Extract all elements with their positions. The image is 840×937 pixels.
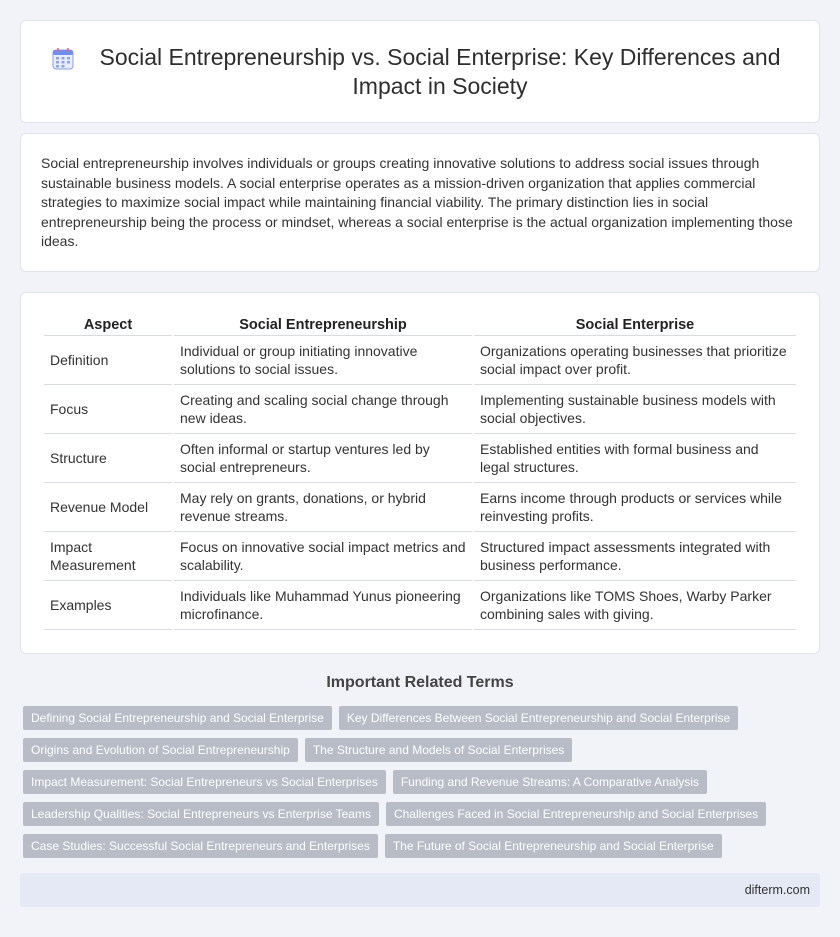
row-aspect: Focus [44,385,172,434]
row-enterprise: Organizations like TOMS Shoes, Warby Parker combining sales with giving. [474,581,796,630]
row-entrepreneurship: Often informal or startup ventures led by social entrepreneurs. [174,434,472,483]
row-enterprise: Established entities with formal business and legal structures. [474,434,796,483]
row-enterprise: Earns income through products or services while reinvesting profits. [474,483,796,532]
row-enterprise: Organizations operating businesses that prioritize social impact over profit. [474,336,796,385]
row-entrepreneurship: May rely on grants, donations, or hybrid revenue streams. [174,483,472,532]
related-term-tag[interactable]: Key Differences Between Social Entrepreneurship and Social Enterprise [339,706,738,730]
related-terms-list [23,706,813,858]
page-title: Social Entrepreneurship vs. Social Enterprise: Key Differences and Impact in Society [99,43,781,99]
title-card [20,20,820,123]
related-term-tag[interactable]: Origins and Evolution of Social Entrepreneurship [23,738,298,762]
row-entrepreneurship: Individual or group initiating innovative solutions to social issues. [174,336,472,385]
row-entrepreneurship: Focus on innovative social impact metrics and scalability. [174,532,472,581]
footer [20,873,820,907]
related-terms-title: Important Related Terms [326,674,514,691]
row-aspect: Definition [44,336,172,385]
row-entrepreneurship: Individuals like Muhammad Yunus pioneering microfinance. [174,581,472,630]
row-aspect: Revenue Model [44,483,172,532]
table-row [44,385,796,434]
related-term-tag[interactable]: The Structure and Models of Social Enterprises [305,738,572,762]
comparison-table [42,311,798,630]
related-term-tag[interactable]: Case Studies: Successful Social Entrepreneurs and Enterprises [23,834,378,858]
table-row [44,581,796,630]
row-aspect: Impact Measurement [44,532,172,581]
row-aspect: Structure [44,434,172,483]
related-term-tag[interactable]: Funding and Revenue Streams: A Comparative Analysis [393,770,707,794]
intro-card [20,133,820,272]
comparison-card [20,292,820,654]
table-row [44,434,796,483]
related-term-tag[interactable]: Defining Social Entrepreneurship and Social Enterprise [23,706,332,730]
row-aspect: Examples [44,581,172,630]
row-enterprise: Structured impact assessments integrated with business performance. [474,532,796,581]
related-term-tag[interactable]: Challenges Faced in Social Entrepreneurship and Social Enterprises [386,802,766,826]
related-term-tag[interactable]: Impact Measurement: Social Entrepreneurs vs Social Enterprises [23,770,386,794]
table-row [44,336,796,385]
related-term-tag[interactable]: Leadership Qualities: Social Entrepreneurs vs Enterprise Teams [23,802,379,826]
row-entrepreneurship: Creating and scaling social change through new ideas. [174,385,472,434]
table-row [44,532,796,581]
footer-brand[interactable]: difterm.com [744,883,810,897]
table-header-row [44,311,796,336]
header-social-enterprise: Social Enterprise [474,311,796,336]
intro-paragraph: Social entrepreneurship involves individuals or groups creating innovative solutions to address social issues through sustainable business models. A social enterprise operates as a mission-driven organization that applies commercial strategies to maximize social impact while maintaining financial viability. The primary distinction lies in social entrepreneurship being the process or mindset, whereas a social enterprise is the actual organization implementing those ideas. [41,155,793,249]
related-term-tag[interactable]: The Future of Social Entrepreneurship and Social Enterprise [385,834,722,858]
table-row [44,483,796,532]
header-aspect: Aspect [44,311,172,336]
header-social-entrepreneurship: Social Entrepreneurship [174,311,472,336]
row-enterprise: Implementing sustainable business models with social objectives. [474,385,796,434]
